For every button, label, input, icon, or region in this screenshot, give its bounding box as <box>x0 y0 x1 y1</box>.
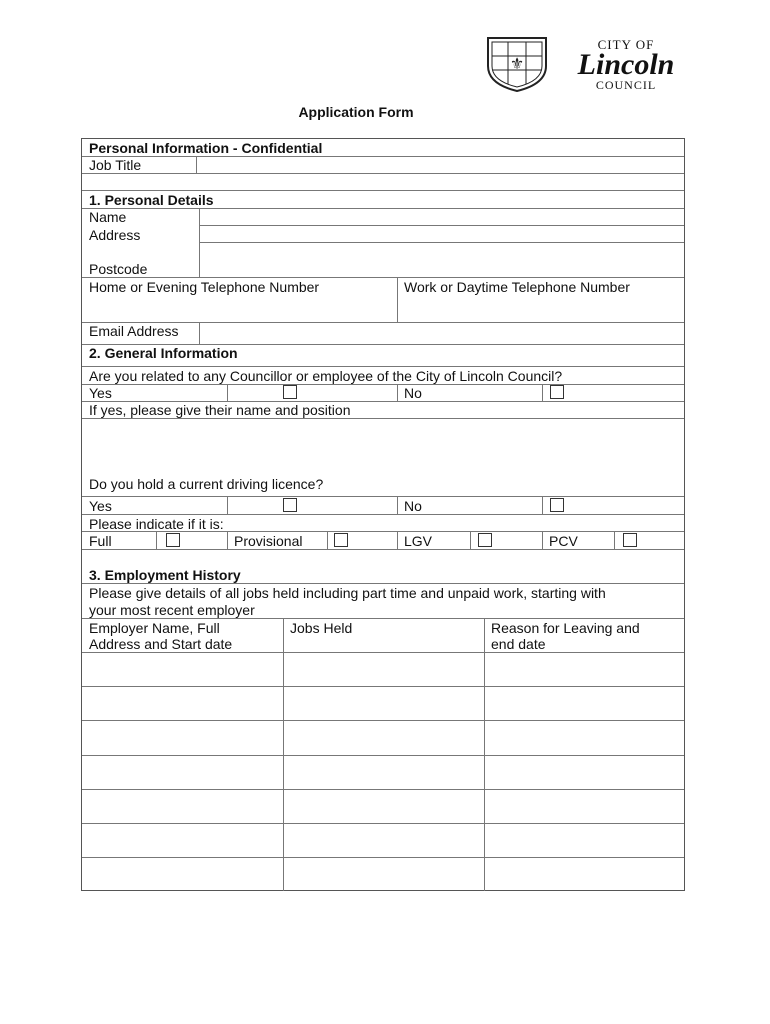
row-divider <box>82 857 684 858</box>
row-divider <box>82 173 684 174</box>
row-divider <box>82 720 684 721</box>
row-divider <box>82 366 684 367</box>
general-info-heading: 2. General Information <box>89 345 238 361</box>
column-divider <box>199 208 200 277</box>
column-divider <box>542 496 543 514</box>
name-label: Name <box>89 209 127 225</box>
related-question: Are you related to any Councillor or employee of the City of Lincoln Council? <box>89 368 563 384</box>
column-header-employer: Employer Name, Full <box>89 620 220 636</box>
column-divider <box>397 496 398 514</box>
column-divider <box>397 277 398 322</box>
licence-provisional-checkbox[interactable] <box>334 533 348 547</box>
column-divider <box>542 384 543 401</box>
licence-full-label: Full <box>89 533 112 549</box>
licence-pcv-label: PCV <box>549 533 578 549</box>
row-divider <box>82 418 684 419</box>
personal-details-heading: 1. Personal Details <box>89 192 214 208</box>
column-divider <box>227 531 228 549</box>
column-header-employer: Address and Start date <box>89 636 233 652</box>
row-divider <box>82 190 684 191</box>
council-logo <box>486 36 696 94</box>
row-divider <box>82 618 684 619</box>
logo-lincoln-text: Lincoln <box>577 48 675 81</box>
column-divider <box>227 496 228 514</box>
licence-yes-label: Yes <box>89 498 112 514</box>
employment-history-heading: 3. Employment History <box>89 567 241 583</box>
column-divider <box>397 384 398 401</box>
licence-question: Do you hold a current driving licence? <box>89 476 324 492</box>
employment-instructions-line2: your most recent employer <box>89 602 255 618</box>
logo-wordmark <box>556 36 696 92</box>
row-divider <box>199 225 684 226</box>
column-divider <box>397 531 398 549</box>
row-divider <box>82 789 684 790</box>
job-title-label: Job Title <box>89 157 142 173</box>
postcode-label: Postcode <box>89 261 148 277</box>
column-divider <box>199 322 200 344</box>
row-divider <box>82 652 684 653</box>
application-form <box>81 138 685 891</box>
licence-lgv-checkbox[interactable] <box>478 533 492 547</box>
related-yes-checkbox[interactable] <box>283 385 297 399</box>
row-divider <box>82 156 684 157</box>
svg-text:⚜: ⚜ <box>509 54 525 73</box>
row-divider <box>82 514 684 515</box>
column-header-jobs: Jobs Held <box>290 620 353 636</box>
row-divider <box>82 686 684 687</box>
related-yes-label: Yes <box>89 385 112 401</box>
column-divider <box>614 531 615 549</box>
form-title: Application Form <box>298 104 414 120</box>
column-divider <box>484 618 485 891</box>
column-divider <box>156 531 157 549</box>
column-divider <box>542 531 543 549</box>
column-divider <box>196 156 197 173</box>
row-divider <box>82 823 684 824</box>
row-divider <box>82 549 684 550</box>
licence-provisional-label: Provisional <box>234 533 303 549</box>
logo-city-text: CITY OF <box>597 37 655 52</box>
personal-info-heading: Personal Information - Confidential <box>89 140 323 156</box>
work-phone-label: Work or Daytime Telephone Number <box>404 279 630 295</box>
column-divider <box>227 384 228 401</box>
indicate-label: Please indicate if it is: <box>89 516 224 532</box>
if-yes-label: If yes, please give their name and position <box>89 402 351 418</box>
row-divider <box>82 277 684 278</box>
row-divider <box>82 583 684 584</box>
licence-lgv-label: LGV <box>404 533 433 549</box>
email-label: Email Address <box>89 323 179 339</box>
column-header-reason: Reason for Leaving and <box>491 620 640 636</box>
employment-instructions-line1: Please give details of all jobs held including part time and unpaid work, starting with <box>89 585 606 601</box>
row-divider <box>82 496 684 497</box>
related-no-label: No <box>404 385 422 401</box>
address-label: Address <box>89 227 141 243</box>
licence-full-checkbox[interactable] <box>166 533 180 547</box>
row-divider <box>82 384 684 385</box>
column-divider <box>327 531 328 549</box>
licence-no-checkbox[interactable] <box>550 498 564 512</box>
licence-pcv-checkbox[interactable] <box>623 533 637 547</box>
related-no-checkbox[interactable] <box>550 385 564 399</box>
crest-icon <box>486 36 548 92</box>
home-phone-label: Home or Evening Telephone Number <box>89 279 320 295</box>
licence-yes-checkbox[interactable] <box>283 498 297 512</box>
logo-council-text: COUNCIL <box>595 78 657 92</box>
row-divider <box>82 755 684 756</box>
column-header-reason: end date <box>491 636 546 652</box>
column-divider <box>283 618 284 891</box>
row-divider <box>199 242 684 243</box>
row-divider <box>82 208 684 209</box>
licence-no-label: No <box>404 498 422 514</box>
column-divider <box>470 531 471 549</box>
